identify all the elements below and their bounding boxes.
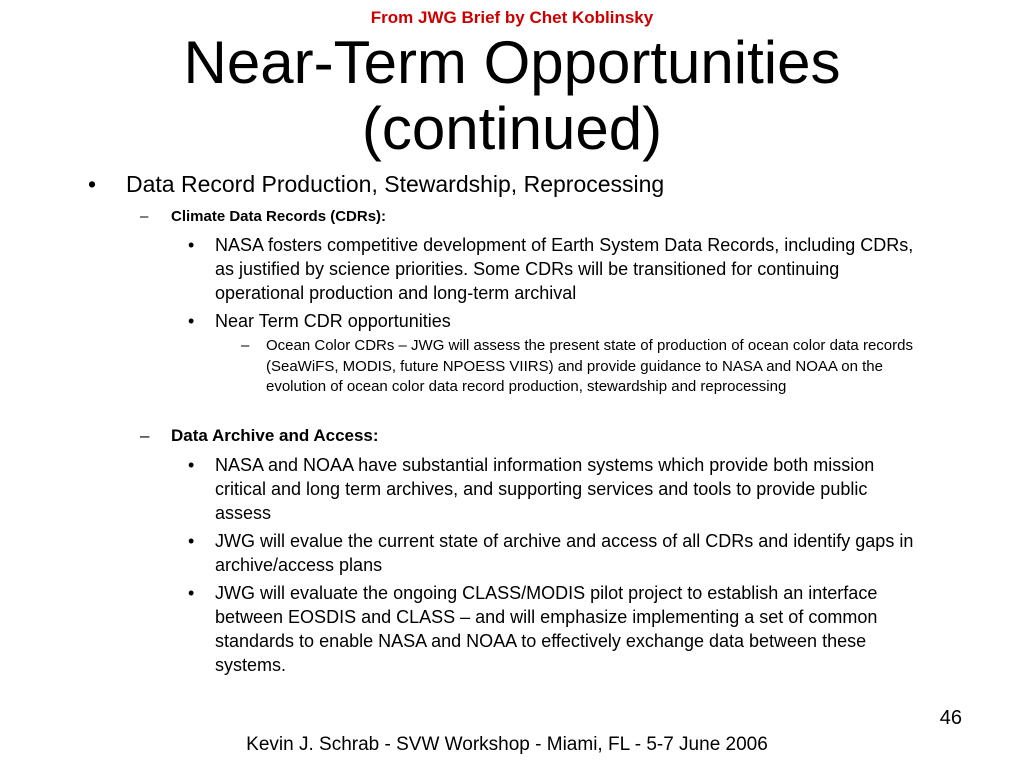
- bullet-marker: •: [88, 171, 97, 197]
- bullet-marker: •: [188, 583, 195, 603]
- bullet-text: NASA and NOAA have substantial information systems which provide both mission critical and long term archives, and supporting services and tools to provide public assess: [215, 455, 875, 523]
- bullet-marker: •: [188, 311, 195, 331]
- bullet-text: Data Record Production, Stewardship, Reprocessing: [126, 171, 665, 197]
- bullet-marker: •: [188, 531, 195, 551]
- bullet-text: JWG will evaluate the ongoing CLASS/MODIS pilot project to establish an interface between EOSDIS and CLASS – and will emphasize implementing a set of common standards to enable NASA and NOAA to effectively exchange data between these systems.: [215, 583, 878, 675]
- subheading-text: Data Archive and Access:: [171, 426, 379, 445]
- slide-footer: Kevin J. Schrab - SVW Workshop - Miami, FL - 5-7 June 2006: [246, 734, 768, 755]
- subheading-text: Climate Data Records (CDRs):: [171, 208, 387, 225]
- bullet-text: JWG will evalue the current state of archive and access of all CDRs and identify gaps in archive/access plans: [215, 531, 914, 575]
- bullet-level3: [188, 453, 928, 525]
- bullet-level4: [241, 336, 941, 398]
- bullet-text: NASA fosters competitive development of Earth System Data Records, including CDRs, as justified by science priorities. Some CDRs will be transitioned for continuing operational production and long-term archival: [215, 235, 914, 303]
- bullet-text: Near Term CDR opportunities: [215, 311, 451, 331]
- bullet-level3: [188, 233, 928, 305]
- bullet-level3: [188, 581, 928, 677]
- bullet-marker: •: [188, 235, 195, 255]
- attribution-note: From JWG Brief by Chet Koblinsky: [370, 8, 654, 27]
- bullet-marker: •: [188, 455, 195, 475]
- title-line-1: Near-Term Opportunities: [183, 29, 841, 96]
- dash-marker: –: [140, 208, 149, 225]
- bullet-level3: [188, 529, 928, 577]
- bullet-level3: [188, 309, 928, 333]
- dash-marker: –: [241, 337, 250, 354]
- title-line-2: (continued): [361, 95, 663, 162]
- bullet-text: Ocean Color CDRs – JWG will assess the present state of production of ocean color data records (SeaWiFS, MODIS, future NPOESS VIIRS) and provide guidance to NASA and NOAA on the evolution of ocean color data record production, stewardship and reprocessing: [266, 337, 913, 395]
- slide-number: 46: [939, 707, 962, 729]
- dash-marker: –: [140, 426, 150, 445]
